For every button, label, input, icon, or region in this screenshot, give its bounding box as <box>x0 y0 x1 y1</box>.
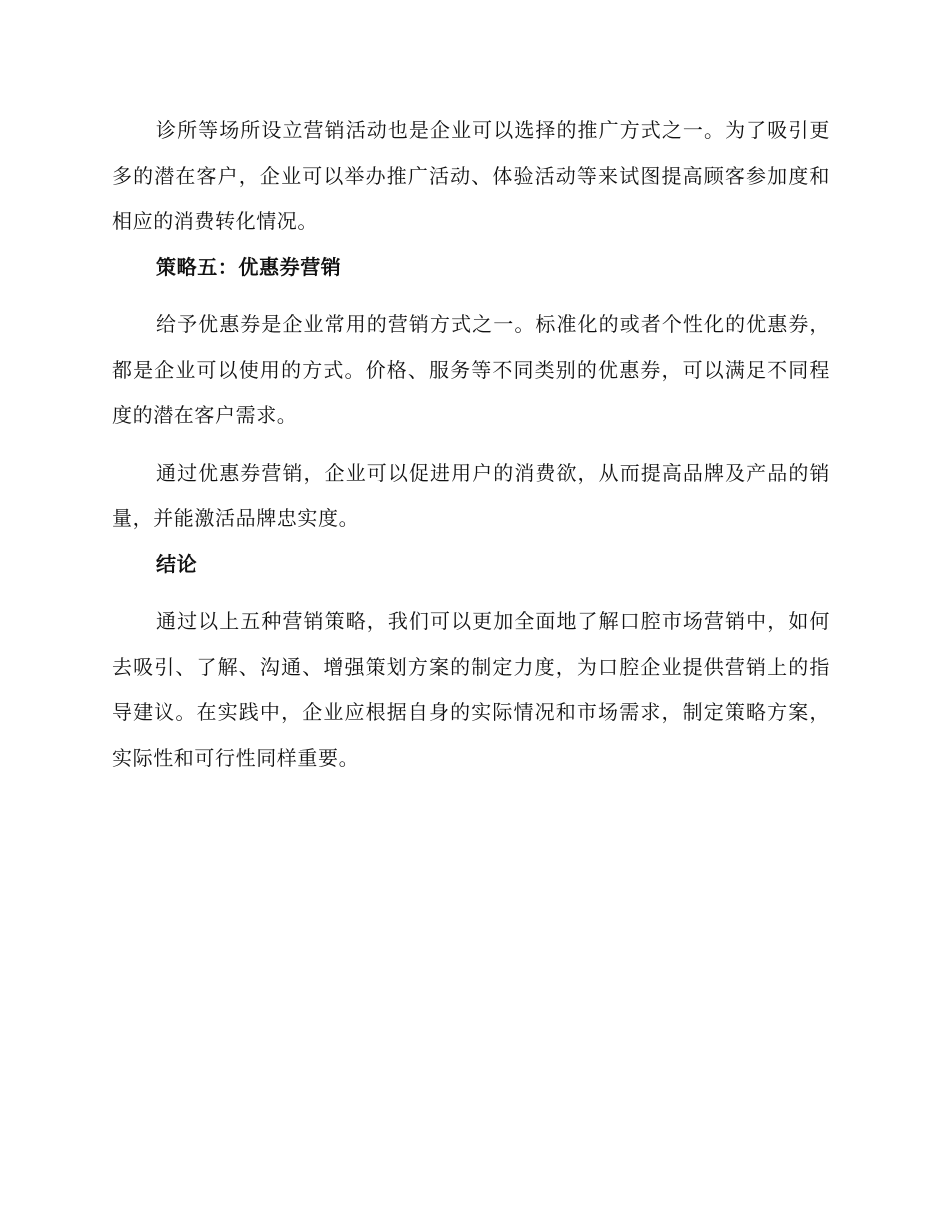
paragraph-coupon-effect: 通过优惠券营销，企业可以促进用户的消费欲，从而提高品牌及产品的销量，并能激活品牌忠实度。 <box>112 460 830 530</box>
paragraph-coupon-intro: 给予优惠券是企业常用的营销方式之一。标准化的或者个性化的优惠券，都是企业可以使用的方式。价格、服务等不同类别的优惠券，可以满足不同程度的潜在客户需求。 <box>112 312 830 427</box>
document-page <box>112 108 830 781</box>
heading-conclusion: 结论 <box>156 551 198 576</box>
heading-strategy-five: 策略五：优惠券营销 <box>156 254 342 279</box>
paragraph-conclusion: 通过以上五种营销策略，我们可以更加全面地了解口腔市场营销中，如何去吸引、了解、沟通、增强策划方案的制定力度，为口腔企业提供营销上的指导建议。在实践中，企业应根据自身的实际情况和市场需求，制定策略方案，实际性和可行性同样重要。 <box>112 609 830 770</box>
paragraph-clinic-activities: 诊所等场所设立营销活动也是企业可以选择的推广方式之一。为了吸引更多的潜在客户，企业可以举办推广活动、体验活动等来试图提高顾客参加度和相应的消费转化情况。 <box>112 118 830 233</box>
